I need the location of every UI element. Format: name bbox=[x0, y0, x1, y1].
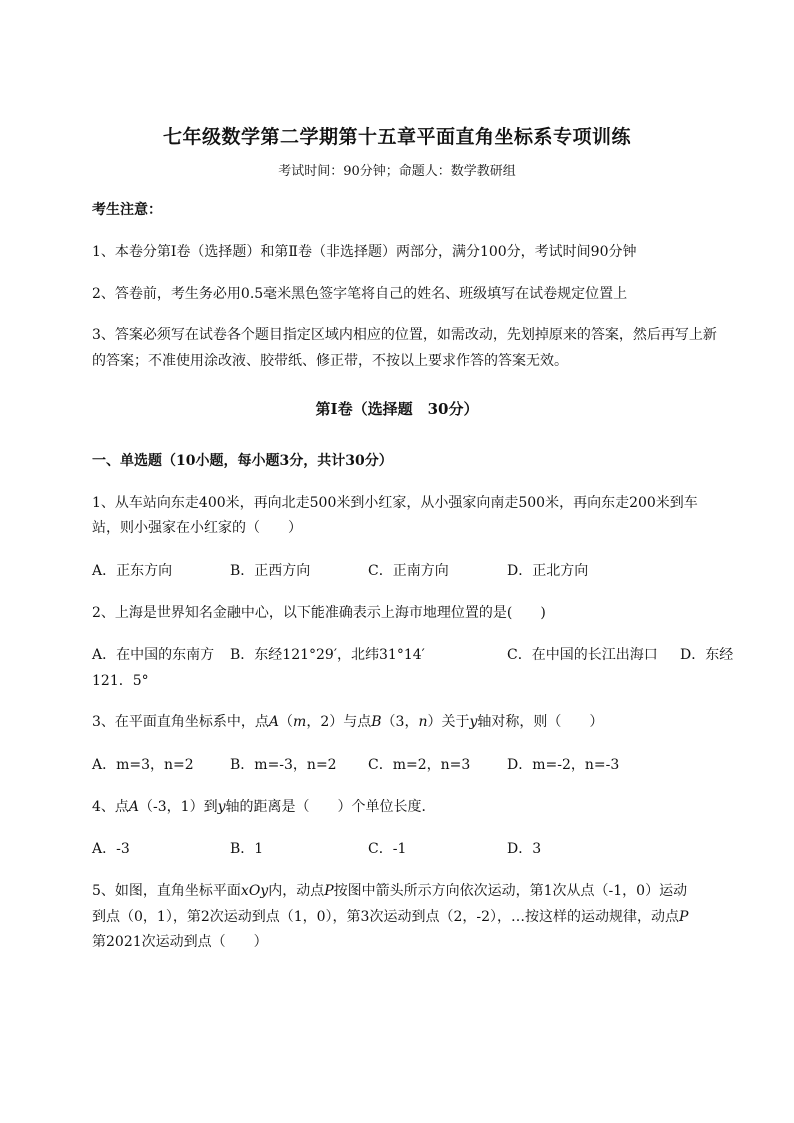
q1-option-c[interactable]: C．正南方向 bbox=[368, 563, 449, 579]
question-4-line-1 bbox=[92, 792, 742, 822]
q2-option-c[interactable]: C．在中国的长江出海口 bbox=[507, 647, 658, 663]
q4-text-mid: （-3，1）到 bbox=[139, 799, 218, 815]
q1-option-d[interactable]: D．正北方向 bbox=[507, 563, 589, 579]
notice-heading: 考生注意： bbox=[92, 202, 162, 218]
q1-option-a[interactable]: A．正东方向 bbox=[92, 563, 173, 579]
q3-option-d[interactable]: D．m=-2，n=-3 bbox=[507, 757, 620, 773]
q3-option-b[interactable]: B．m=-3，n=2 bbox=[230, 757, 337, 773]
q3-point-a-label: A bbox=[268, 714, 280, 730]
q2-option-a[interactable]: A．在中国的东南方 bbox=[92, 647, 215, 663]
notice-item-3-line-2: 的答案；不准使用涂改液、胶带纸、修正带，不按以上要求作答的答案无效。 bbox=[92, 353, 568, 369]
question-3-options bbox=[92, 750, 742, 780]
notice-item-3-line-1: 3、答案必须写在试卷各个题目指定区域内相应的位置，如需改动，先划掉原来的答案，然后再写上新 bbox=[92, 327, 717, 343]
part-heading: 一、单选题（10小题，每小题3分，共计30分） bbox=[92, 453, 393, 469]
question-1-line-1: 1、从车站向东走400米，再向北走500米到小红家，从小强家向南走500米，再向东走200米到车 bbox=[92, 495, 698, 511]
q3-text-post: 轴对称，则（ ） bbox=[477, 714, 604, 730]
q3-text-mid-2: ，2）与点 bbox=[306, 714, 372, 730]
q2-option-d[interactable]: D．东经 bbox=[680, 647, 734, 663]
q2-option-b[interactable]: B．东经121°29′，北纬31°14′ bbox=[230, 647, 425, 663]
exam-subtitle: 考试时间：90分钟；命题人：数学教研组 bbox=[278, 164, 516, 179]
q4-option-d[interactable]: D．3 bbox=[507, 841, 542, 857]
q3-var-n: n bbox=[418, 714, 428, 730]
q5-text-mid: 内，动点 bbox=[268, 883, 325, 899]
q4-text-pre: 4、点 bbox=[92, 799, 129, 815]
question-5-line-3: 第2021次运动到点（ ） bbox=[92, 934, 268, 950]
question-3-line-1 bbox=[92, 707, 742, 737]
q4-point-a-label: A bbox=[128, 799, 140, 815]
question-2-line-1: 2、上海是世界知名金融中心，以下能准确表示上海市地理位置的是( ) bbox=[92, 605, 546, 621]
q5-point-p-label-2: P bbox=[679, 909, 689, 925]
q4-option-b[interactable]: B．1 bbox=[230, 841, 264, 857]
question-1-line-2: 站，则小强家在小红家的（ ） bbox=[92, 520, 302, 536]
q3-option-c[interactable]: C．m=2，n=3 bbox=[368, 757, 471, 773]
q4-y-axis-label: y bbox=[217, 799, 226, 815]
q3-var-m: m bbox=[293, 714, 307, 730]
q3-text-mid-1: （ bbox=[279, 714, 294, 730]
q3-y-axis-label: y bbox=[469, 714, 478, 730]
q3-point-b-label: B bbox=[371, 714, 382, 730]
q5-point-p-label: P bbox=[324, 883, 334, 899]
q5-text-pre: 5、如图，直角坐标平面 bbox=[92, 883, 241, 899]
q4-option-c[interactable]: C．-1 bbox=[368, 841, 407, 857]
q3-text-pre: 3、在平面直角坐标系中，点 bbox=[92, 714, 269, 730]
q5-text-post: 按图中箭头所示方向依次运动，第1次从点（-1，0）运动 bbox=[333, 883, 688, 899]
q3-text-mid-3: （3， bbox=[381, 714, 419, 730]
q5-plane-label: xOy bbox=[240, 883, 269, 899]
notice-item-1: 1、本卷分第I卷（选择题）和第Ⅱ卷（非选择题）两部分，满分100分，考试时间90分钟 bbox=[92, 244, 637, 260]
q1-option-b[interactable]: B．正西方向 bbox=[230, 563, 311, 579]
q4-text-post: 轴的距离是（ ）个单位长度． bbox=[225, 799, 436, 815]
exam-title: 七年级数学第二学期第十五章平面直角坐标系专项训练 bbox=[162, 126, 631, 148]
notice-item-2: 2、答卷前，考生务必用0.5毫米黑色签字笔将自己的姓名、班级填写在试卷规定位置上 bbox=[92, 286, 628, 302]
question-4-options bbox=[92, 834, 742, 864]
q3-text-mid-4: ）关于 bbox=[427, 714, 470, 730]
q2-option-d-continued: 121．5° bbox=[92, 673, 149, 689]
question-1-options bbox=[92, 556, 742, 586]
section-title: 第I卷（选择题 30分） bbox=[315, 400, 479, 418]
q4-option-a[interactable]: A．-3 bbox=[92, 841, 130, 857]
q5-line-2-text: 到点（0，1），第2次运动到点（1，0），第3次运动到点（2，-2），…按这样的运动规律，动点 bbox=[92, 909, 679, 925]
q3-option-a[interactable]: A．m=3，n=2 bbox=[92, 757, 194, 773]
